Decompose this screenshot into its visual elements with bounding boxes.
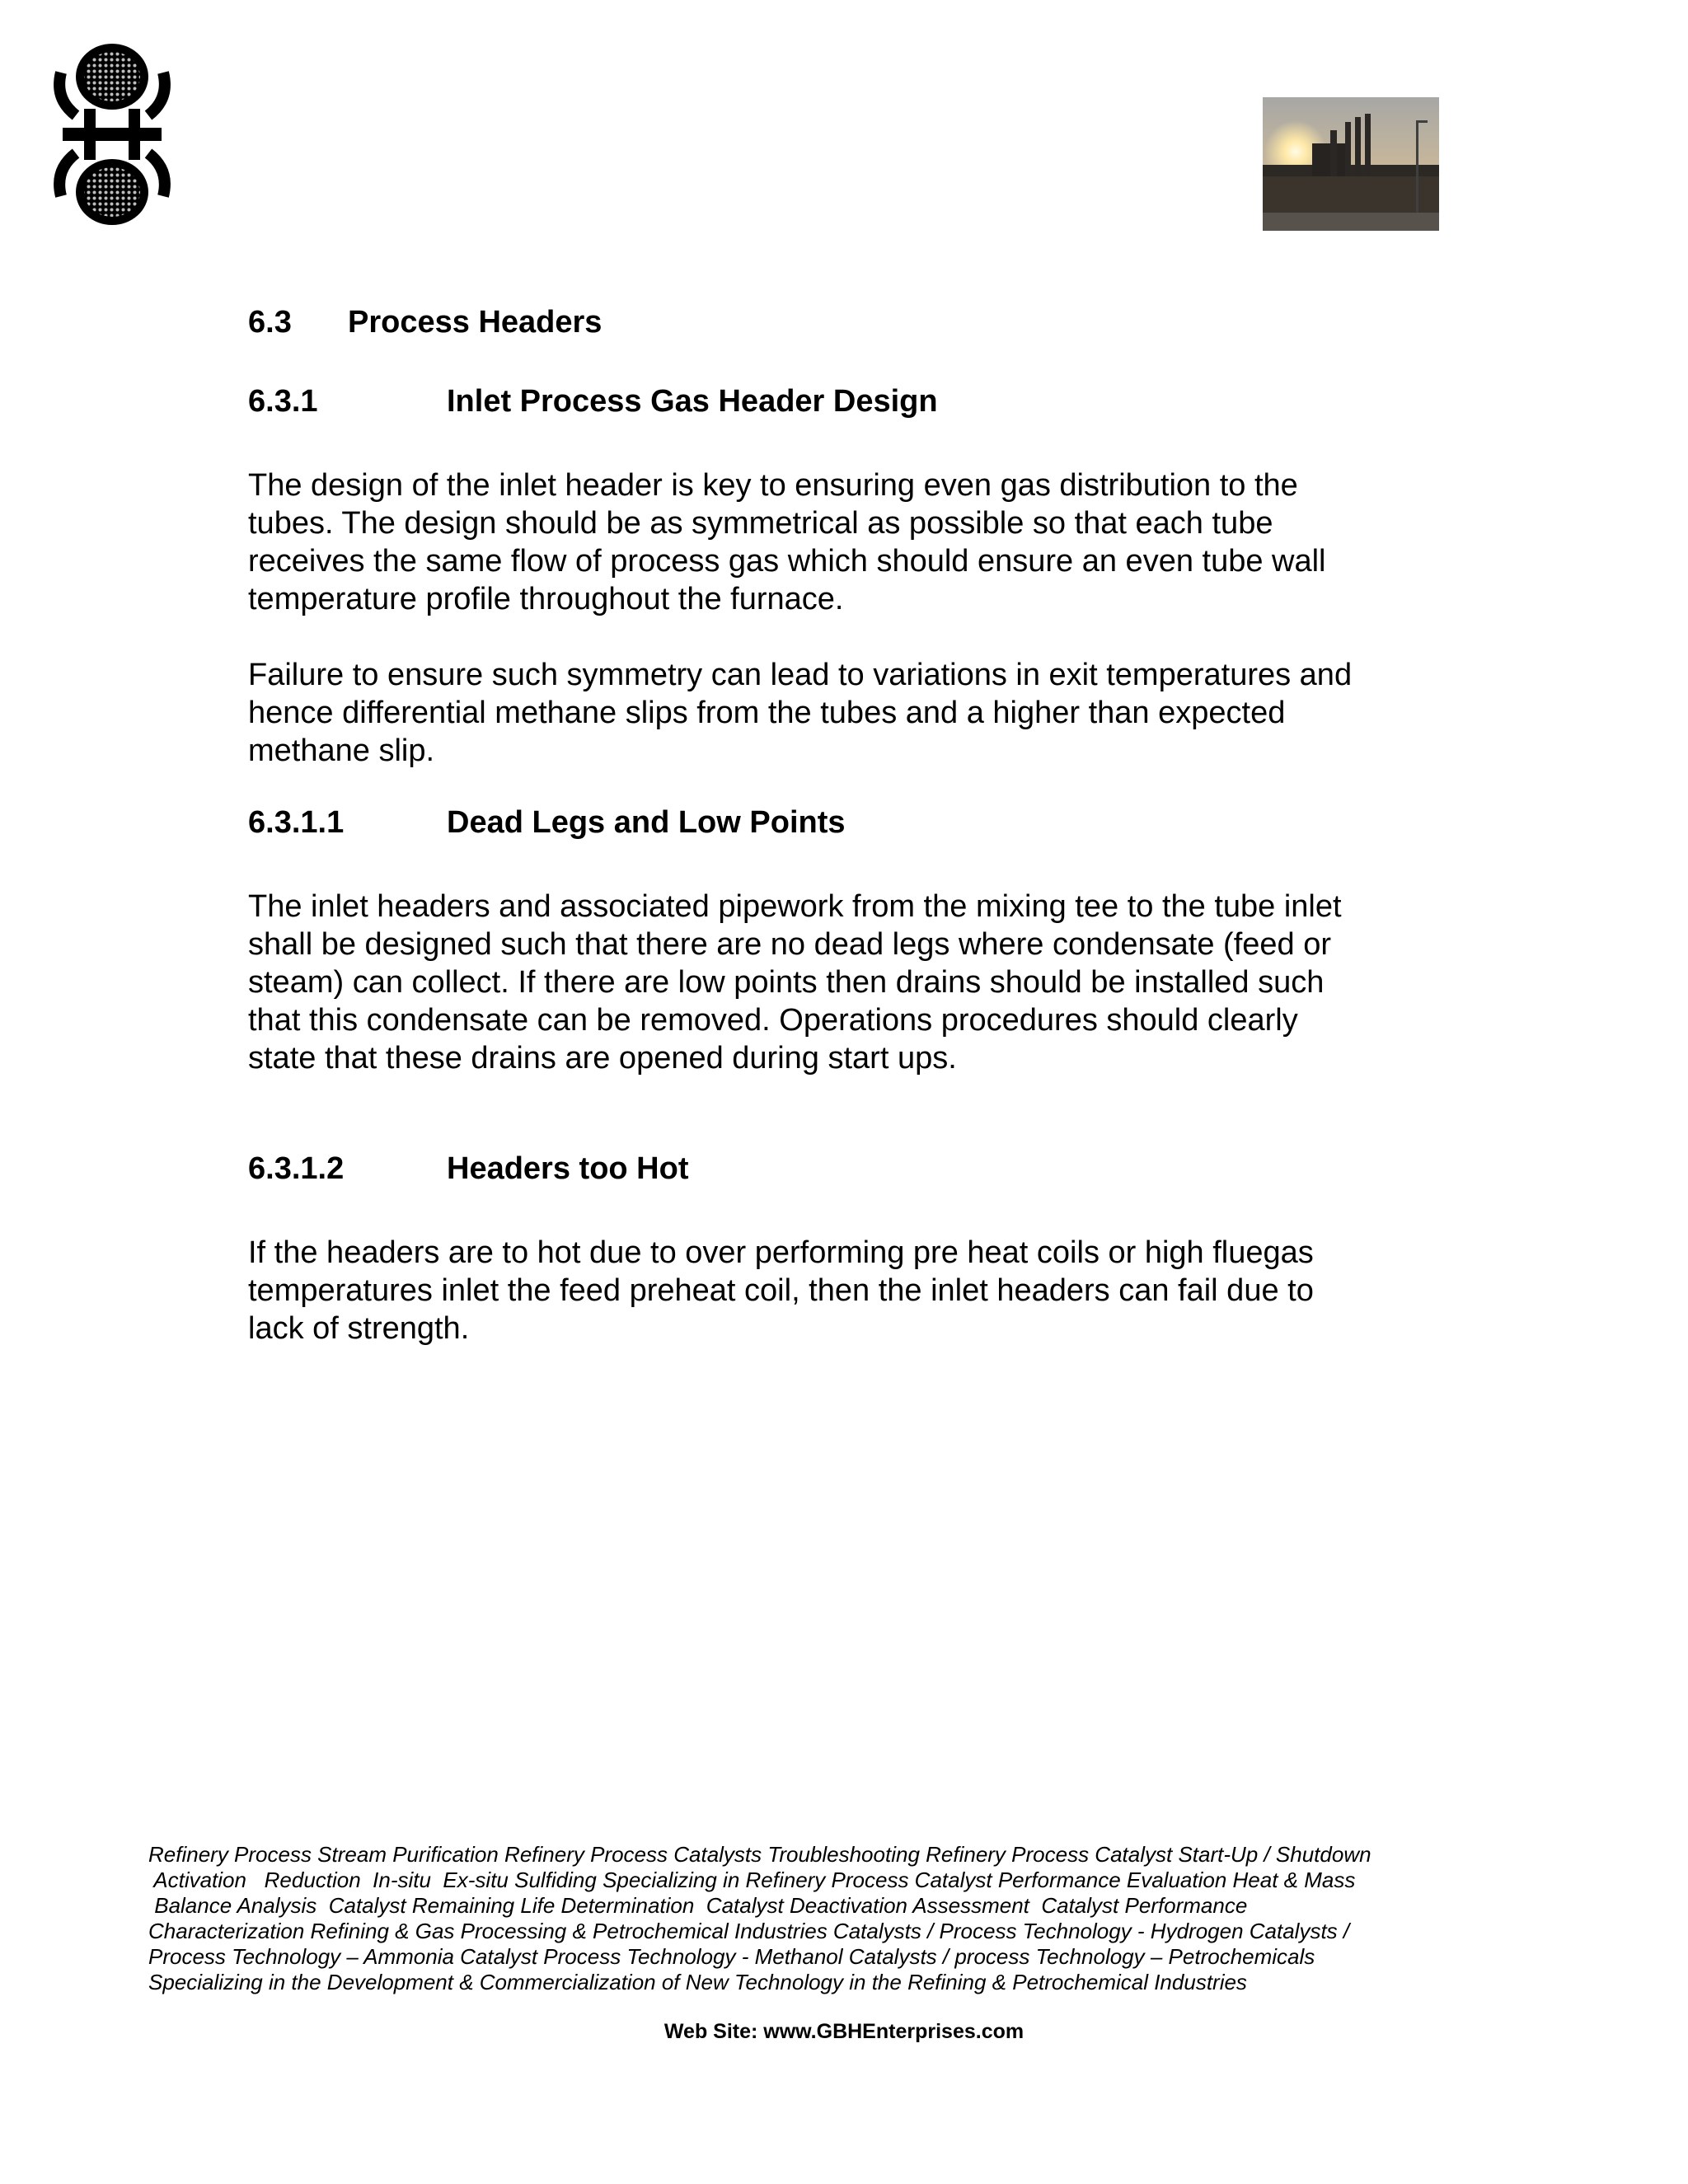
website-link[interactable]: Web Site: www.GBHEnterprises.com — [663, 2020, 1025, 2043]
subsection-heading — [248, 383, 990, 419]
text-line: steam) can collect. If there are low points then drains should be installed such — [248, 965, 1325, 1000]
footer-line: Process Technology – Ammonia Catalyst Process Technology - Methanol Catalysts / process Technology – Petrochemicals — [148, 1944, 1315, 1969]
text-line: The inlet headers and associated pipework from the mixing tee to the tube inlet — [248, 889, 1342, 924]
footer-services-text — [148, 1842, 1451, 1995]
footer-line: Refinery Process Stream Purification Refinery Process Catalysts Troubleshooting Refinery Process Catalyst Start-Up / Shutdown — [148, 1842, 1372, 1867]
footer-line: Balance Analysis Catalyst Remaining Life Determination Catalyst Deactivation Assessment Catalyst Performance — [148, 1893, 1248, 1918]
dead-legs-title: Dead Legs and Low Points — [447, 805, 846, 840]
text-line: lack of strength. — [248, 1311, 470, 1346]
headers-hot-heading — [248, 1151, 990, 1187]
headers-hot-title: Headers too Hot — [447, 1151, 689, 1186]
subsection-title: Inlet Process Gas Header Design — [447, 384, 938, 419]
dead-legs-number: 6.3.1.1 — [248, 805, 345, 840]
paragraph-symmetry — [248, 656, 1451, 770]
paragraph-headers-hot — [248, 1234, 1451, 1347]
text-line: shall be designed such that there are no dead legs where condensate (feed or — [248, 927, 1332, 962]
text-line: The design of the inlet header is key to ensuring even gas distribution to the — [248, 468, 1298, 503]
text-line: Failure to ensure such symmetry can lead to variations in exit temperatures and — [248, 658, 1353, 692]
text-line: temperature profile throughout the furnace. — [248, 582, 844, 616]
gbh-logo-icon — [51, 40, 173, 229]
text-line: receives the same flow of process gas which should ensure an even tube wall — [248, 544, 1326, 579]
section-heading — [248, 304, 990, 340]
footer-line: Characterization Refining & Gas Processing & Petrochemical Industries Catalysts / Process Technology - Hydrogen Catalysts / — [148, 1919, 1350, 1943]
text-line: temperatures inlet the feed preheat coil, then the inlet headers can fail due to — [248, 1273, 1314, 1308]
headers-hot-number: 6.3.1.2 — [248, 1151, 345, 1186]
text-line: tubes. The design should be as symmetrical as possible so that each tube — [248, 506, 1273, 541]
text-line: state that these drains are opened during start ups. — [248, 1041, 957, 1076]
refinery-sunset-photo — [1263, 97, 1439, 231]
text-line: If the headers are to hot due to over performing pre heat coils or high fluegas — [248, 1235, 1314, 1270]
subsection-number: 6.3.1 — [248, 384, 318, 419]
section-title: Process Headers — [348, 305, 603, 340]
footer-line: Specializing in the Development & Commercialization of New Technology in the Refining & Petrochemical Industries — [148, 1970, 1247, 1994]
text-line: hence differential methane slips from the tubes and a higher than expected — [248, 696, 1286, 730]
paragraph-dead-legs — [248, 888, 1451, 1077]
section-number: 6.3 — [248, 305, 292, 340]
text-line: that this condensate can be removed. Operations procedures should clearly — [248, 1003, 1298, 1038]
paragraph-header-design — [248, 466, 1451, 618]
dead-legs-heading — [248, 804, 990, 841]
footer-line: Activation Reduction In-situ Ex-situ Sulfiding Specializing in Refinery Process Catalyst Performance Evaluation Heat & Mass — [148, 1868, 1356, 1892]
text-line: methane slip. — [248, 733, 435, 768]
